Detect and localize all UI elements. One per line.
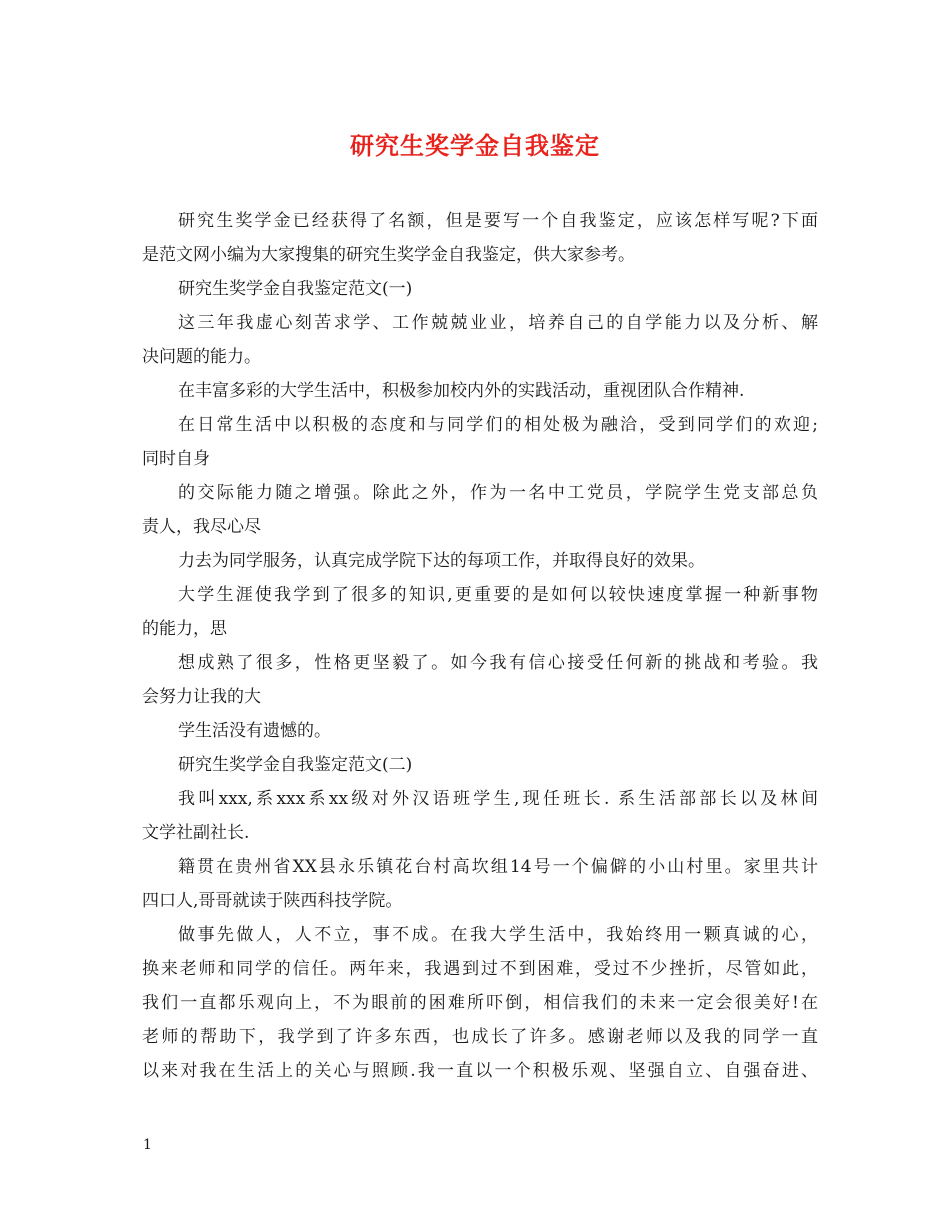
text-line: 文学社副社长. [142, 823, 250, 843]
text-line: 研究生奖学金已经获得了名额，但是要写一个自我鉴定，应该怎样写呢?下面 [178, 211, 818, 231]
document-body [142, 204, 818, 1088]
text-line: 学生活没有遗憾的。 [178, 721, 331, 741]
text-line: 力去为同学服务，认真完成学院下达的每项工作，并取得良好的效果。 [178, 551, 705, 571]
text-line: 我们一直都乐观向上，不为眼前的困难所吓倒，相信我们的未来一定会很美好!在 [142, 993, 818, 1013]
text-line: 责人，我尽心尽 [142, 517, 261, 537]
text-line: 的能力，思 [142, 619, 227, 639]
text-line: 决问题的能力。 [142, 347, 261, 367]
text-line: 在日常生活中以积极的态度和与同学们的相处极为融洽，受到同学们的欢迎; [178, 415, 818, 435]
text-line: 换来老师和同学的信任。两年来，我遇到过不到困难，受过不少挫折，尽管如此， [142, 959, 818, 979]
document-title: 研究生奖学金自我鉴定 [350, 131, 600, 160]
section-heading: 研究生奖学金自我鉴定范文(二) [178, 755, 413, 775]
text-line: 大学生涯使我学到了很多的知识,更重要的是如何以较快速度掌握一种新事物 [178, 585, 818, 605]
text-line: 以来对我在生活上的关心与照顾.我一直以一个积极乐观、坚强自立、自强奋进、 [142, 1061, 818, 1081]
text-line: 做事先做人，人不立，事不成。在我大学生活中，我始终用一颗真诚的心， [178, 925, 818, 945]
page-number: 1 [143, 1137, 152, 1153]
text-line: 在丰富多彩的大学生活中，积极参加校内外的实践活动，重视团队合作精神. [178, 381, 745, 401]
text-line: 我叫xxx,系xxx系xx级对外汉语班学生,现任班长. 系生活部部长以及林间 [178, 789, 818, 809]
text-line: 是范文网小编为大家搜集的研究生奖学金自我鉴定，供大家参考。 [142, 245, 635, 265]
section-heading: 研究生奖学金自我鉴定范文(一) [178, 279, 413, 299]
text-line: 同时自身 [142, 449, 210, 469]
text-line: 想成熟了很多，性格更坚毅了。如今我有信心接受任何新的挑战和考验。我 [178, 653, 818, 673]
text-line: 籍贯在贵州省XX县永乐镇花台村高坎组14号一个偏僻的小山村里。家里共计 [178, 857, 818, 877]
text-line: 会努力让我的大 [142, 687, 261, 707]
text-line: 的交际能力随之增强。除此之外，作为一名中工党员，学院学生党支部总负 [178, 483, 818, 503]
text-line: 老师的帮助下，我学到了许多东西，也成长了许多。感谢老师以及我的同学一直 [142, 1027, 818, 1047]
text-line: 这三年我虚心刻苦求学、工作兢兢业业，培养自己的自学能力以及分析、解 [178, 313, 818, 333]
text-line: 四口人,哥哥就读于陕西科技学院。 [142, 891, 403, 911]
